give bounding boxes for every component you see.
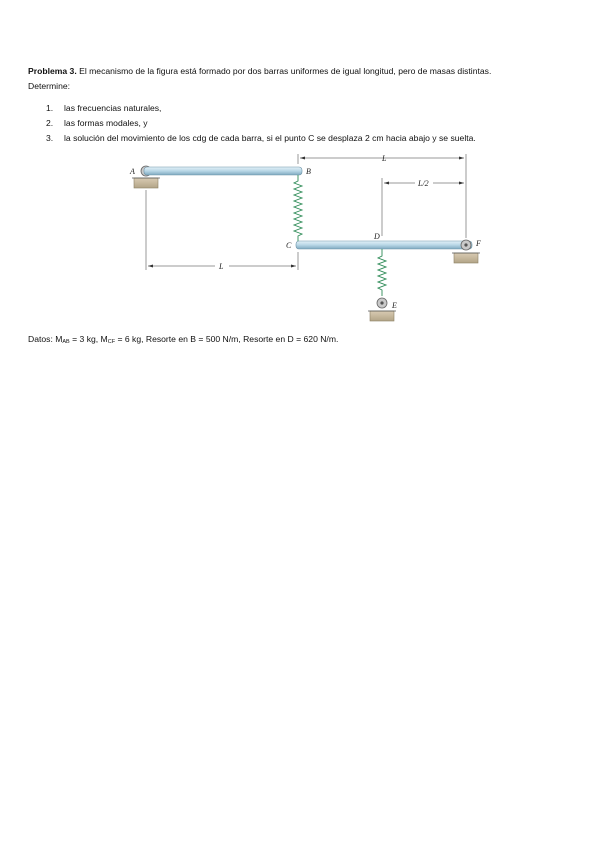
dim-l-top: L — [382, 154, 387, 163]
list-number: 1. — [46, 103, 54, 113]
label-e: E — [392, 301, 397, 310]
list-text: las frecuencias naturales, — [64, 103, 162, 113]
spring-d — [378, 249, 386, 296]
problem-statement — [28, 66, 491, 77]
list-number: 3. — [46, 133, 54, 143]
list-number: 2. — [46, 118, 54, 128]
dim-half: L/2 — [418, 179, 429, 188]
list-item — [46, 133, 476, 144]
list-text: la solución del movimiento de los cdg de cada barra, si el punto C se desplaza 2 cm hacia abajo y se suelta. — [64, 133, 476, 143]
label-d: D — [374, 232, 380, 241]
bar-cf — [296, 241, 472, 249]
subscript-cf: CF — [107, 339, 116, 345]
determine-label: Determine: — [28, 81, 71, 91]
list-item — [46, 118, 148, 129]
dim-l-bottom: L — [219, 262, 224, 271]
data-rest: = 6 kg, Resorte en B = 500 N/m, Resorte en D = 620 N/m. — [115, 334, 339, 344]
data-mid: = 3 kg, M — [69, 334, 108, 344]
list-item — [46, 103, 161, 114]
problem-intro: El mecanismo de la figura está formado por dos barras uniformes de igual longitud, pero de masas distintas. — [79, 66, 492, 76]
label-b: B — [306, 167, 311, 176]
list-text: las formas modales, y — [64, 118, 148, 128]
label-c: C — [286, 241, 292, 250]
label-f: F — [476, 239, 481, 248]
mechanism-figure — [120, 150, 500, 330]
spring-b — [294, 175, 302, 242]
data-prefix: Datos: M — [28, 334, 63, 344]
data-line — [28, 334, 338, 346]
subscript-ab: AB — [62, 339, 70, 345]
problem-title: Problema 3. — [28, 66, 77, 76]
label-a: A — [130, 167, 135, 176]
bar-ab — [144, 167, 302, 175]
